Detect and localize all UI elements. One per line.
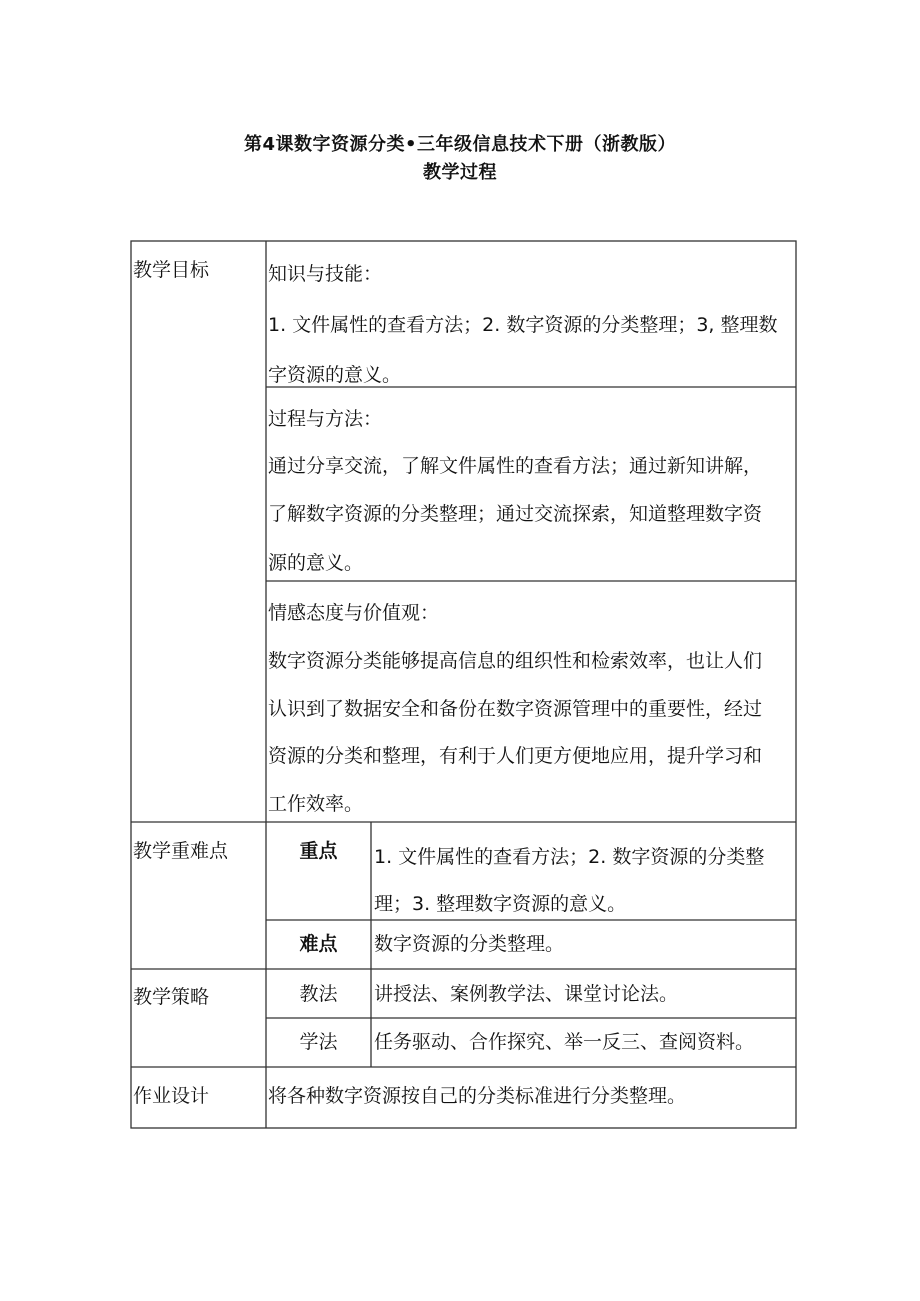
teaching-method-label: 教法: [299, 983, 338, 1005]
process-line-2: 了解数字资源的分类整理；通过交流探索，知道整理数字资: [268, 503, 763, 525]
objectives-label: 教学目标: [133, 259, 210, 281]
emotion-line-1: 数字资源分类能够提高信息的组织性和检索效率，也让人们: [268, 650, 763, 672]
key-label: 重点: [299, 840, 338, 862]
homework-text: 将各种数字资源按自己的分类标准进行分类整理。: [268, 1085, 687, 1107]
process-line-3: 源的意义。: [268, 552, 364, 574]
difficulty-text: 数字资源的分类整理。: [374, 933, 565, 955]
homework-label: 作业设计: [133, 1085, 210, 1107]
key-line-2: 理；3. 整理数字资源的意义。: [374, 893, 627, 915]
strategy-label: 教学策略: [133, 986, 210, 1008]
learning-method-text: 任务驱动、合作探究、举一反三、查阅资料。: [374, 1031, 755, 1053]
emotion-line-2: 认识到了数据安全和备份在数字资源管理中的重要性，经过: [268, 698, 763, 720]
emotion-line-3: 资源的分类和整理，有利于人们更方便地应用，提升学习和: [268, 745, 763, 767]
teaching-method-text: 讲授法、案例教学法、课堂讨论法。: [374, 983, 679, 1005]
document-subtitle: 教学过程: [423, 162, 497, 183]
knowledge-line-1: 1. 文件属性的查看方法；2. 数字资源的分类整理；3, 整理数: [268, 314, 778, 336]
knowledge-heading: 知识与技能：: [268, 263, 383, 285]
emotion-line-4: 工作效率。: [268, 793, 364, 815]
learning-method-label: 学法: [299, 1031, 338, 1053]
emotion-heading: 情感态度与价值观：: [268, 602, 440, 624]
document-title: 第4课数字资源分类•三年级信息技术下册（浙教版）: [243, 134, 677, 155]
key-points-label: 教学重难点: [133, 840, 229, 862]
process-line-1: 通过分享交流，了解文件属性的查看方法；通过新知讲解，: [268, 455, 763, 477]
knowledge-line-2: 字资源的意义。: [268, 364, 402, 386]
key-line-1: 1. 文件属性的查看方法；2. 数字资源的分类整: [374, 846, 765, 868]
process-heading: 过程与方法：: [268, 408, 383, 430]
difficulty-label: 难点: [299, 933, 338, 955]
